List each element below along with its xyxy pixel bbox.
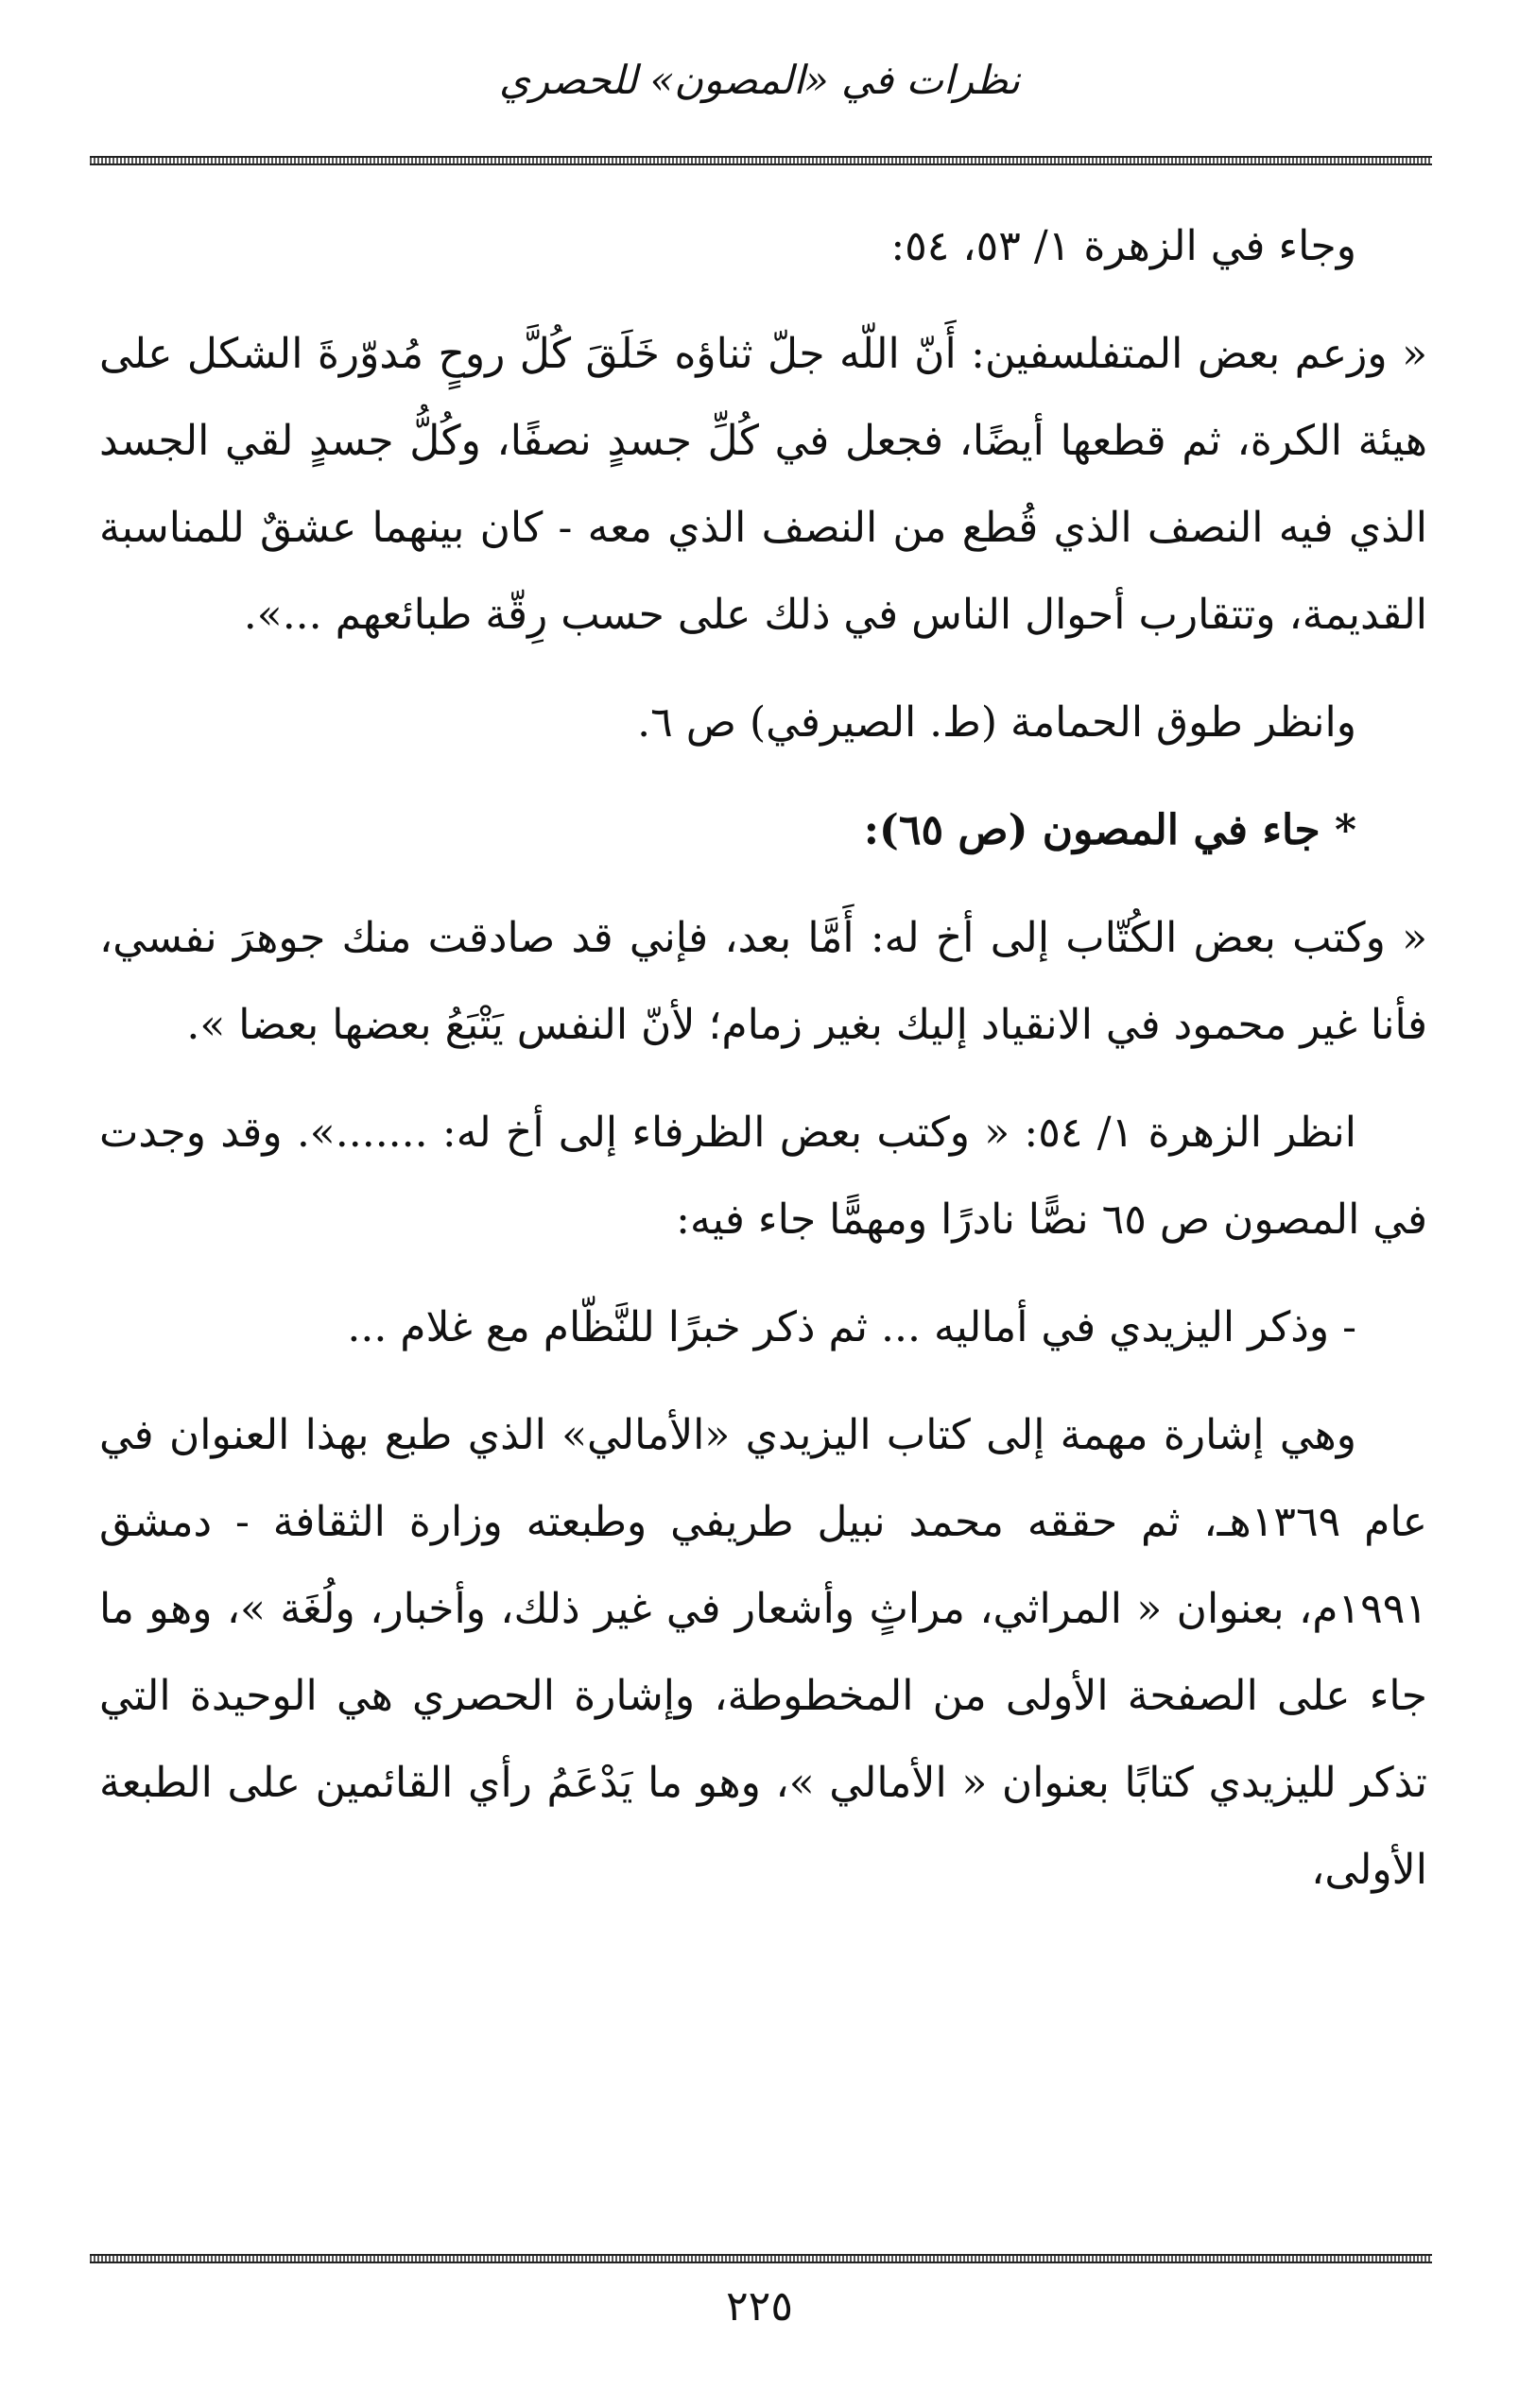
paragraph-quote-philosophers: « وزعم بعض المتفلسفين: أَنّ اللّه جلّ ثناؤه خَلَقَ كُلَّ روحٍ مُدوّرةَ الشكل على هيئة الكرة، ثم قطعها أيضًا، فجعل في كُلِّ جسدٍ نصفًا، وكُلُّ جسدٍ لقي الجسد الذي فيه النصف الذي قُطع من النصف الذي معه - كان بينهما عشقٌ للمناسبة القديمة، وتتقارب أحوال الناس في ذلك على حسب رِقّة طبائعهم ...». [99,330,1427,639]
paragraph-yazidi-quote: - وذكر اليزيدي في أماليه ... ثم ذكر خبرًا للنَّظّام مع غلام ... [347,1303,1356,1351]
header-rule [90,156,1432,165]
paragraph-tawq-reference: وانظر طوق الحمامة (ط. الصيرفي) ص ٦. [637,698,1356,747]
page-number: ٢٢٥ [726,2282,793,2331]
footer-rule [90,2254,1432,2263]
body-text [99,203,1427,1935]
paragraph-zahra-comparison: انظر الزهرة ١/ ٥٤: « وكتب بعض الظرفاء إلى أخ له: .......». وقد وجدت في المصون ص ٦٥ نصًّا نادرًا ومهمًّا جاء فيه: [99,1109,1427,1244]
section-heading: * جاء في المصون (ص ٦٥): [863,806,1356,854]
paragraph-amali-discussion: وهي إشارة مهمة إلى كتاب اليزيدي «الأمالي» الذي طبع بهذا العنوان في عام ١٣٦٩هـ، ثم حققه محمد نبيل طريفي وطبعته وزارة الثقافة - دمشق ١٩٩١م، بعنوان « المراثي، مراثٍ وأشعار في غير ذلك، وأخبار، ولُغَة »، وهو ما جاء على الصفحة الأولى من المخطوطة، وإشارة الحصري هي الوحيدة التي تذكر لليزيدي كتابًا بعنوان « الأمالي »، وهو ما يَدْعَمُ رأي القائمين على الطبعة الأولى، [99,1411,1427,1894]
paragraph-zahra-reference: وجاء في الزهرة ١/ ٥٣، ٥٤: [890,222,1356,270]
running-head: نظرات في «المصون» للحصري [498,57,1021,103]
paragraph-quote-letter: « وكتب بعض الكُتّاب إلى أخ له: أَمَّا بعد، فإني قد صادقت منك جوهرَ نفسي، فأنا غير محمود في الانقياد إليك بغير زمام؛ لأنّ النفس يَتْبَعُ بعضها بعضا ». [99,914,1427,1049]
